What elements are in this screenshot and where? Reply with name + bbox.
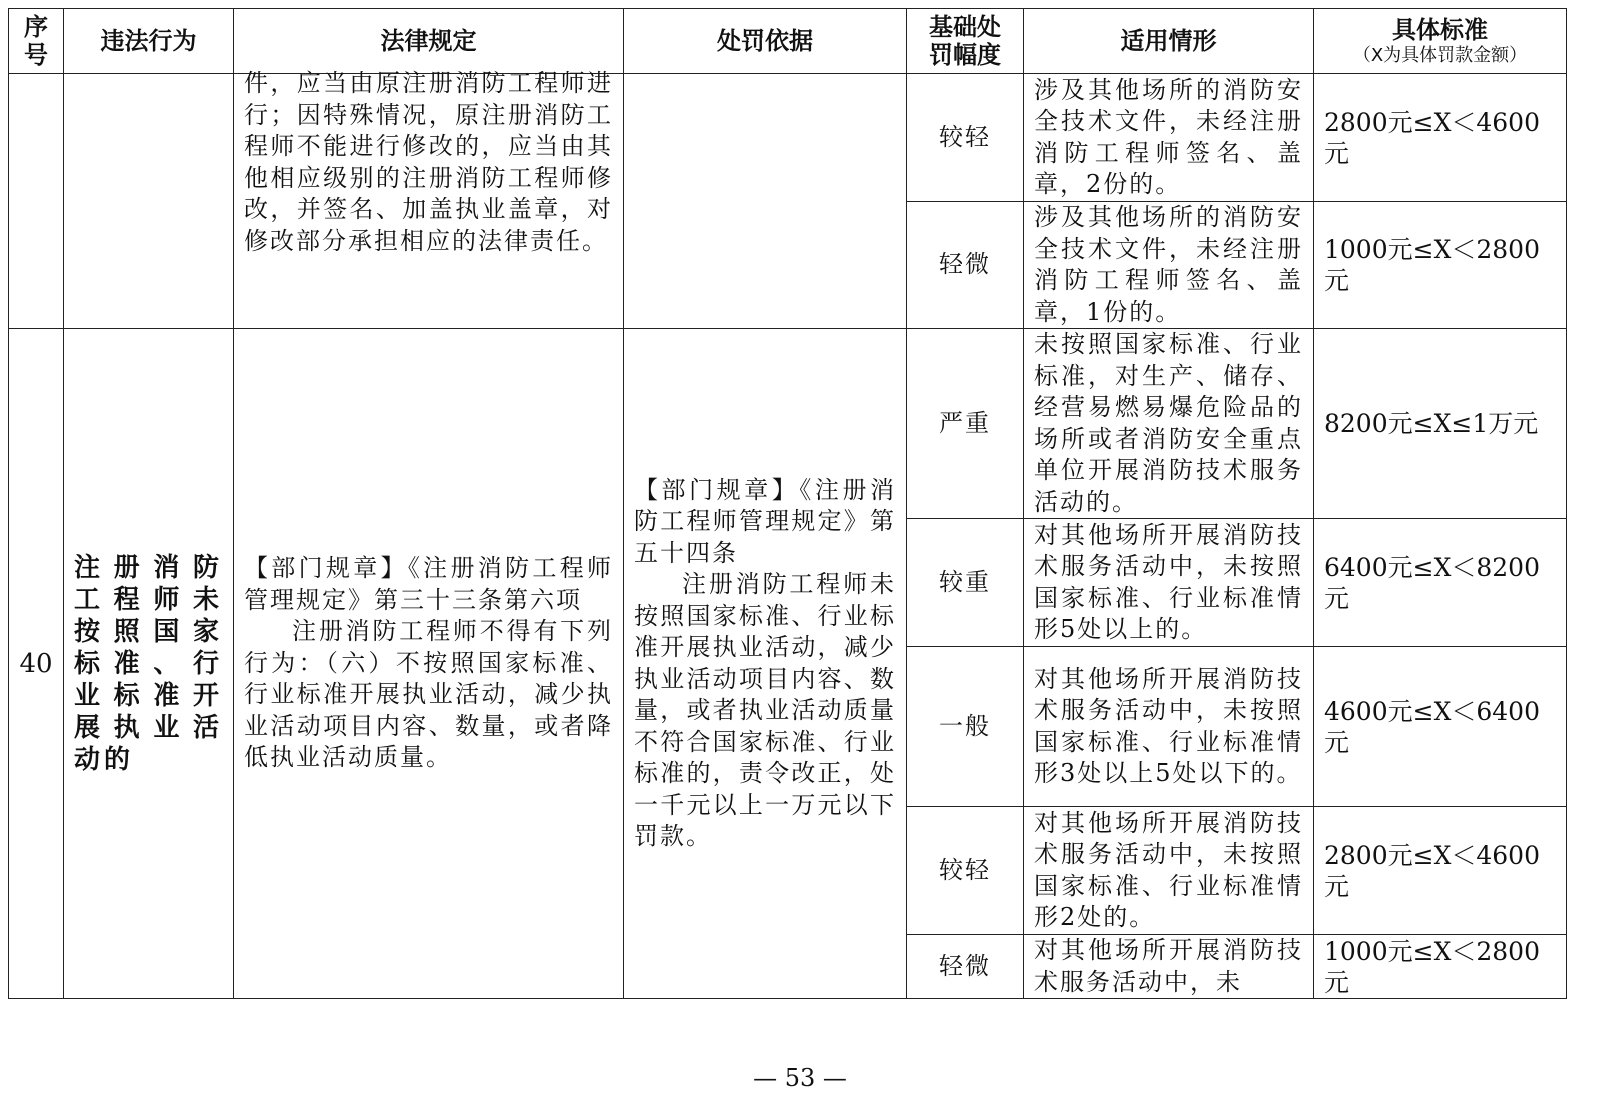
cont-basis-cell xyxy=(624,74,907,329)
range-level: 较重 xyxy=(907,519,1024,647)
header-standard xyxy=(1314,9,1567,74)
situation-cell xyxy=(1024,807,1314,935)
table-header-row xyxy=(9,9,1567,74)
standard-text: 6400元≤X＜8200元 xyxy=(1324,552,1540,613)
standard-text: 1000元≤X＜2800元 xyxy=(1324,235,1540,295)
range-level: 严重 xyxy=(907,329,1024,519)
header-standard-note: （X为具体罚款金额） xyxy=(1352,45,1528,66)
table-row xyxy=(9,329,1567,519)
situation-text: 对其他场所开展消防技术服务活动中，未 xyxy=(1034,936,1303,996)
basis-text xyxy=(624,475,906,853)
standard-text: 1000元≤X＜2800元 xyxy=(1324,936,1540,997)
behavior-text: 注册消防工程师未按照国家标准、行业标准开展执业活动的 xyxy=(74,552,223,775)
standard-text: 2800元≤X＜4600元 xyxy=(1324,107,1540,168)
situation-text: 未按照国家标准、行业标准，对生产、储存、经营易燃易爆危险品的场所或者消防安全重点单位开展消防技术服务活动的。 xyxy=(1034,330,1303,516)
cont-law-cell xyxy=(234,69,624,329)
range-level: 较轻 xyxy=(907,74,1024,202)
cont-seq-cell xyxy=(9,74,64,329)
table-row xyxy=(9,74,1567,202)
standard-cell xyxy=(1314,74,1567,202)
range-level: 轻微 xyxy=(907,202,1024,329)
situation-text: 涉及其他场所的消防安全技术文件，未经注册消防工程师签名、盖章，1份的。 xyxy=(1034,203,1303,326)
law-title: 【部门规章】《注册消防工程师管理规定》第三十三条第六项 xyxy=(244,554,613,614)
standard-text: 4600元≤X＜6400元 xyxy=(1324,696,1540,757)
situation-text: 对其他场所开展消防技术服务活动中，未按照国家标准、行业标准情形2处的。 xyxy=(1034,808,1303,931)
standard-cell xyxy=(1314,202,1567,329)
situation-cell xyxy=(1024,202,1314,329)
range-level: 轻微 xyxy=(907,935,1024,999)
situation-cell xyxy=(1024,935,1314,999)
item-seq-number: 40 xyxy=(9,329,64,999)
situation-text: 对其他场所开展消防技术服务活动中，未按照国家标准、行业标准情形5处以上的。 xyxy=(1034,520,1303,643)
cont-behavior-cell xyxy=(64,74,234,329)
header-range: 基础处罚幅度 xyxy=(907,9,1024,74)
situation-text: 对其他场所开展消防技术服务活动中，未按照国家标准、行业标准情形3处以上5处以下的。 xyxy=(1034,664,1303,787)
standard-cell xyxy=(1314,329,1567,519)
header-behavior: 违法行为 xyxy=(64,9,234,74)
standard-text: 2800元≤X＜4600元 xyxy=(1324,840,1540,901)
page-number: — 53 — xyxy=(753,1064,847,1092)
penalty-standard-table xyxy=(8,8,1567,999)
standard-cell xyxy=(1314,807,1567,935)
basis-title: 【部门规章】《注册消防工程师管理规定》第五十四条 xyxy=(634,475,896,567)
situation-cell xyxy=(1024,647,1314,807)
law-text xyxy=(234,553,623,774)
header-law: 法律规定 xyxy=(234,9,624,74)
situation-cell xyxy=(1024,329,1314,519)
law-body: 注册消防工程师不得有下列行为：（六）不按照国家标准、行业标准开展执业活动，减少执业活动项目内容、数量，或者降低执业活动质量。 xyxy=(244,617,613,772)
law-cell xyxy=(234,329,624,999)
standard-cell xyxy=(1314,935,1567,999)
standard-text: 8200元≤X≤1万元 xyxy=(1324,409,1539,438)
situation-cell xyxy=(1024,74,1314,202)
standard-cell xyxy=(1314,519,1567,647)
range-level: 一般 xyxy=(907,647,1024,807)
range-level: 较轻 xyxy=(907,807,1024,935)
standard-cell xyxy=(1314,647,1567,807)
behavior-cell xyxy=(64,329,234,999)
cont-law-text: 件，应当由原注册消防工程师进行；因特殊情况，原注册消防工程师不能进行修改的，应当由其他相应级别的注册消防工程师修改，并签名、加盖执业盖章，对修改部分承担相应的法律责任。 xyxy=(244,69,613,255)
basis-body: 注册消防工程师未按照国家标准、行业标准开展执业活动，减少执业活动项目内容、数量，或者执业活动质量不符合国家标准、行业标准的，责令改正，处一千元以上一万元以下罚款。 xyxy=(634,570,896,850)
situation-cell xyxy=(1024,519,1314,647)
header-standard-title: 具体标准 xyxy=(1392,16,1488,44)
situation-text: 涉及其他场所的消防安全技术文件，未经注册消防工程师签名、盖章，2份的。 xyxy=(1034,75,1303,198)
header-basis: 处罚依据 xyxy=(624,9,907,74)
header-situation: 适用情形 xyxy=(1024,9,1314,74)
header-seq: 序号 xyxy=(9,9,64,74)
basis-cell xyxy=(624,329,907,999)
